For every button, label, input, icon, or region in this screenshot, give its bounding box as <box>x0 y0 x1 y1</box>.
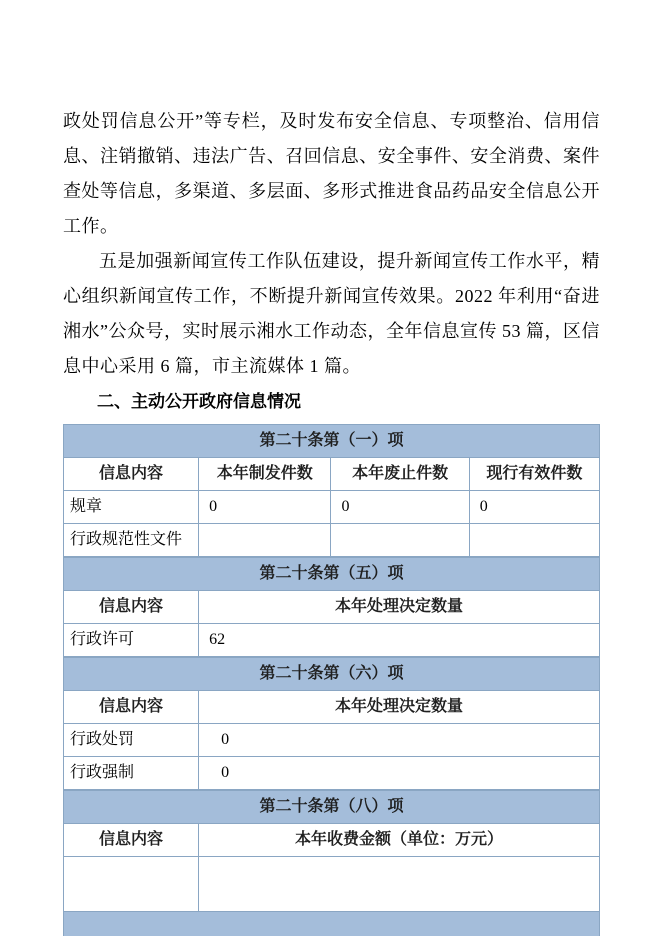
table3-cell-label: 行政处罚 <box>64 724 199 757</box>
table1-cell-value: 0 <box>469 491 599 524</box>
table-row <box>64 658 600 691</box>
table3-cell-value: 0 <box>199 724 600 757</box>
table3-cell-value: 0 <box>199 757 600 790</box>
table4-title: 第二十条第（八）项 <box>64 791 600 824</box>
table3-cell-label: 行政强制 <box>64 757 199 790</box>
paragraph-continuation: 政处罚信息公开”等专栏，及时发布安全信息、专项整治、信用信息、注销撤销、违法广告、召回信息、安全事件、安全消费、案件查处等信息，多渠道、多层面、多形式推进食品药品安全信息公开工作。 <box>63 111 600 236</box>
table-article20-item8 <box>63 790 600 936</box>
table2-col-header: 本年处理决定数量 <box>199 591 600 624</box>
table-row <box>64 791 600 824</box>
table4-cell-label <box>64 857 199 912</box>
table-row <box>64 691 600 724</box>
table-row <box>64 757 600 790</box>
table-article20-item5 <box>63 557 600 657</box>
table-row <box>64 912 600 936</box>
table2-title: 第二十条第（五）项 <box>64 558 600 591</box>
table3-col-header: 信息内容 <box>64 691 199 724</box>
table-row <box>64 458 600 491</box>
table1-title: 第二十条第（一）项 <box>64 425 600 458</box>
table1-cell-value <box>469 524 599 557</box>
table-row <box>64 624 600 657</box>
table-row <box>64 824 600 857</box>
table-row <box>64 524 600 557</box>
table-row <box>64 724 600 757</box>
table4-col-header: 信息内容 <box>64 824 199 857</box>
table-article20-item6 <box>63 657 600 790</box>
paragraph-news-publicity: 五是加强新闻宣传工作队伍建设，提升新闻宣传工作水平，精心组织新闻宣传工作，不断提升新闻宣传效果。2022 年利用“奋进湘水”公众号，实时展示湘水工作动态，全年信息宣传 53 篇，区信息中心采用 6 篇，市主流媒体 1 篇。 <box>63 251 600 376</box>
table3-title: 第二十条第（六）项 <box>64 658 600 691</box>
table1-cell-value <box>331 524 469 557</box>
table1-cell-value: 0 <box>331 491 469 524</box>
table4-col-header: 本年收费金额（单位：万元） <box>199 824 600 857</box>
table-next-section-title-row-partial <box>64 912 600 936</box>
table3-col-header: 本年处理决定数量 <box>199 691 600 724</box>
table2-col-header: 信息内容 <box>64 591 199 624</box>
table-row <box>64 425 600 458</box>
table1-col-header: 本年废止件数 <box>331 458 469 491</box>
table1-cell-value: 0 <box>199 491 331 524</box>
table2-cell-value: 62 <box>199 624 600 657</box>
section-heading-active-disclosure: 二、主动公开政府信息情况 <box>97 392 301 411</box>
table2-cell-label: 行政许可 <box>64 624 199 657</box>
table1-col-header: 现行有效件数 <box>469 458 599 491</box>
table-row <box>64 491 600 524</box>
table1-cell-label: 规章 <box>64 491 199 524</box>
table1-cell-value <box>199 524 331 557</box>
table-row <box>64 591 600 624</box>
table-row <box>64 857 600 912</box>
table4-cell-value <box>199 857 600 912</box>
table-article20-item1 <box>63 424 600 557</box>
table1-col-header: 本年制发件数 <box>199 458 331 491</box>
table1-cell-label: 行政规范性文件 <box>64 524 199 557</box>
page-content <box>63 104 600 936</box>
table1-col-header: 信息内容 <box>64 458 199 491</box>
table-row <box>64 558 600 591</box>
